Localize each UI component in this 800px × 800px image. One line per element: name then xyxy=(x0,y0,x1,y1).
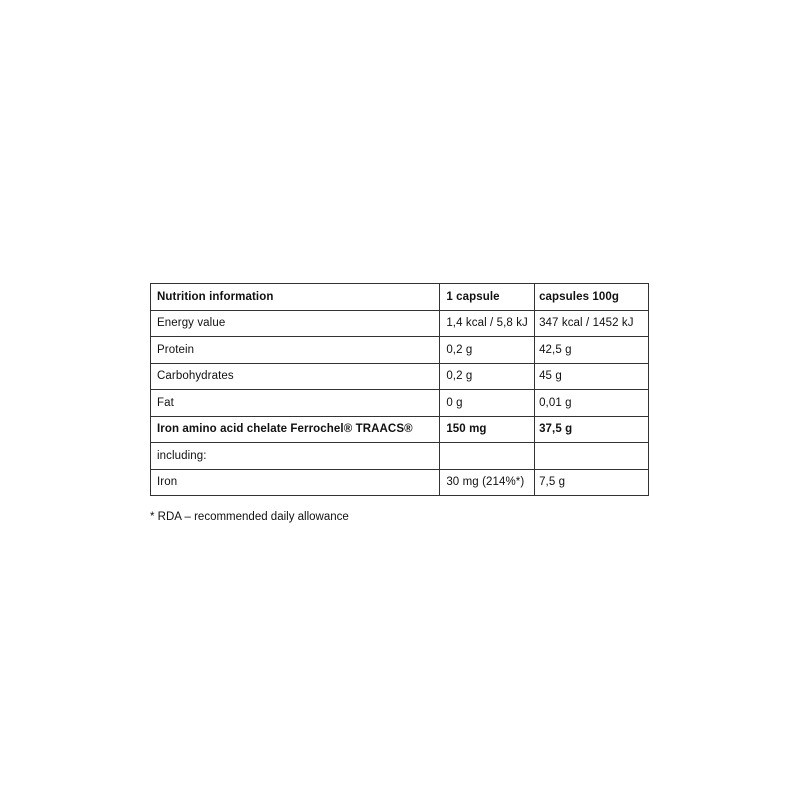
row-per-100g xyxy=(535,443,649,470)
row-per-100g: 0,01 g xyxy=(535,390,649,417)
row-per-capsule: 0 g xyxy=(440,390,535,417)
header-nutrition-information: Nutrition information xyxy=(151,284,440,311)
row-name: Carbohydrates xyxy=(151,363,440,390)
row-name: Fat xyxy=(151,390,440,417)
row-per-capsule: 1,4 kcal / 5,8 kJ xyxy=(440,310,535,337)
row-per-100g: 7,5 g xyxy=(535,469,649,496)
table-row xyxy=(151,310,649,337)
row-name: Energy value xyxy=(151,310,440,337)
header-per-100g: capsules 100g xyxy=(535,284,649,311)
table-row xyxy=(151,416,649,443)
row-name: Iron xyxy=(151,469,440,496)
header-per-capsule: 1 capsule xyxy=(440,284,535,311)
row-per-100g: 42,5 g xyxy=(535,337,649,364)
row-per-capsule: 0,2 g xyxy=(440,337,535,364)
row-name: Protein xyxy=(151,337,440,364)
nutrition-table xyxy=(150,283,649,496)
row-per-100g: 45 g xyxy=(535,363,649,390)
table-row xyxy=(151,469,649,496)
row-per-capsule: 0,2 g xyxy=(440,363,535,390)
row-name: including: xyxy=(151,443,440,470)
row-per-capsule: 150 mg xyxy=(440,416,535,443)
table-row xyxy=(151,337,649,364)
table-header-row xyxy=(151,284,649,311)
row-per-capsule: 30 mg (214%*) xyxy=(440,469,535,496)
row-per-capsule xyxy=(440,443,535,470)
table-row xyxy=(151,390,649,417)
table-row xyxy=(151,443,649,470)
table-row xyxy=(151,363,649,390)
row-per-100g: 347 kcal / 1452 kJ xyxy=(535,310,649,337)
row-name: Iron amino acid chelate Ferrochel® TRAACS® xyxy=(151,416,440,443)
footnote: * RDA – recommended daily allowance xyxy=(150,511,349,523)
row-per-100g: 37,5 g xyxy=(535,416,649,443)
